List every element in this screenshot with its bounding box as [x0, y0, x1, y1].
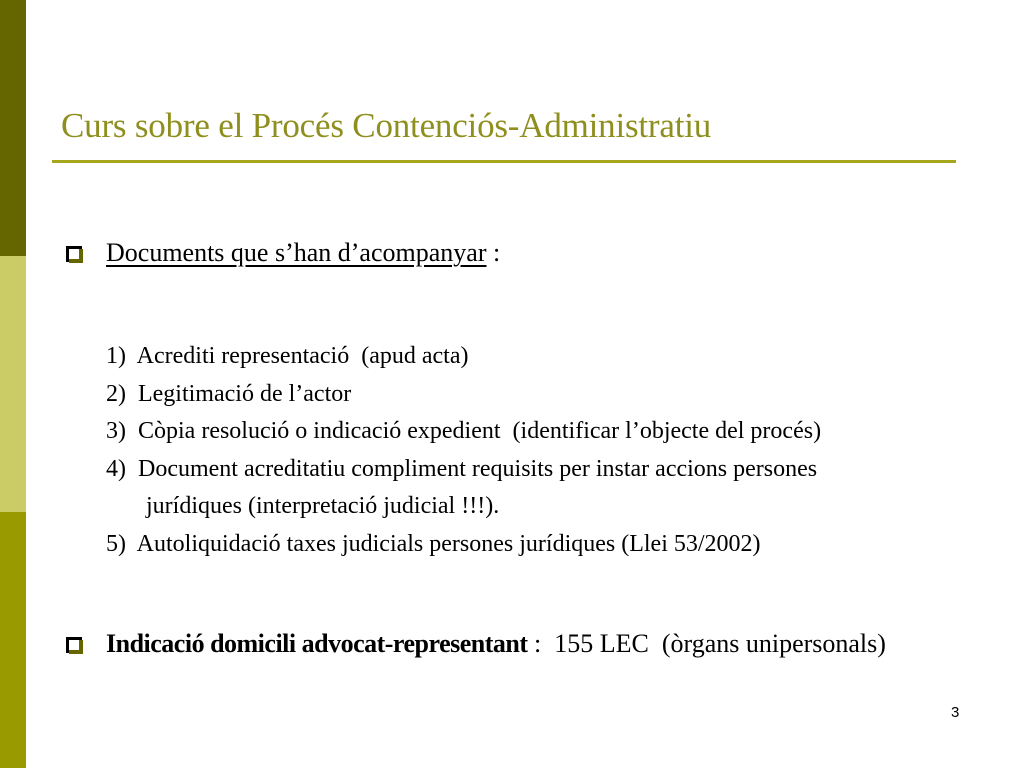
left-bar-middle-segment — [0, 256, 26, 512]
bullet-documents-suffix: : — [486, 238, 501, 267]
page-number: 3 — [951, 704, 960, 721]
bullet-domicili-suffix: : 155 LEC (òrgans unipersonals) — [527, 629, 886, 658]
bullet-domicili — [66, 629, 886, 659]
list-item: 4) Document acreditatiu compliment requisits per instar accions persones — [106, 455, 818, 482]
title-underline-rule — [52, 160, 956, 163]
list-item: 5) Autoliquidació taxes judicials persones jurídiques (Llei 53/2002) — [106, 530, 761, 557]
square-bullet-icon — [66, 246, 82, 262]
left-bar-bottom-segment — [0, 512, 26, 768]
left-bar-top-segment — [0, 0, 26, 256]
bullet-domicili-label: Indicació domicili advocat-representant — [106, 629, 528, 658]
list-item: 3) Còpia resolució o indicació expedient (identificar l’objecte del procés) — [106, 418, 822, 444]
square-bullet-icon — [66, 637, 82, 653]
list-item: 2) Legitimació de l’actor — [106, 380, 352, 407]
slide-title: Curs sobre el Procés Contenciós-Administratiu — [61, 106, 712, 145]
bullet-documents-label: Documents que s’han d’acompanyar — [106, 238, 487, 267]
list-item: 1) Acrediti representació (apud acta) — [106, 343, 469, 369]
documents-list — [106, 338, 821, 563]
list-item-continuation: jurídiques (interpretació judicial !!!). — [146, 493, 500, 519]
bullet-documents — [66, 238, 500, 268]
